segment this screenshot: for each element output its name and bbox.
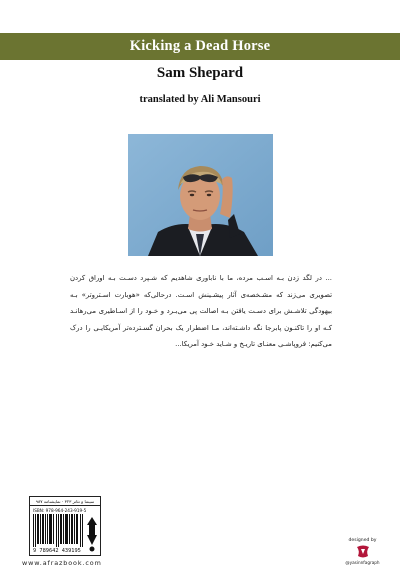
translator-credit: translated by Ali Mansouri <box>139 94 261 105</box>
series-label: سینما و تئاتر ۳۲۳ · نمایشنامه ۹۸۷ <box>30 497 100 506</box>
designer-credit <box>335 538 390 565</box>
barcode-panel <box>29 496 101 556</box>
designer-logo-icon <box>354 544 372 560</box>
book-title: Kicking a Dead Horse <box>129 38 271 54</box>
author-portrait <box>128 134 273 256</box>
designer-label: designed by <box>348 538 377 543</box>
publisher-logo-icon <box>85 515 99 553</box>
barcode-image <box>33 514 83 547</box>
isbn-label: ISBN: 978-964-243-919-5 <box>33 507 87 513</box>
designer-name: @yasinnfagraph <box>345 560 380 565</box>
publisher-website: www.afrazbook.com <box>22 559 102 567</box>
author-name: Sam Shepard <box>156 65 244 81</box>
back-cover-blurb: ... در لگد زدن بـه اسـب مرده، ما با ناباوری شاهدیم که شـپرد دسـت بـه اوراق کردن تصویری می‌زند که مشـخصه‌ی آثار پیشـینش اسـت. درحالی‌که «هوبارت اسـتروتر» بـه بیهودگی تلاشـش برای دسـت یافتن بـه اصالت پی می‌بـرد و خـود را از اسـاطیری می‌رهانـد کـه او را تاکنـون پابرجا نگه داشـته‌اند، مـا اضطرار یک بحران گسـترده‌تر آمریکایـی را درک می‌کنیم: فروپاشـی معنـای تاریـخ و شـاید خـود آمریکا... <box>70 274 332 349</box>
barcode-digits: 9 789642 439195 <box>33 548 81 554</box>
title-band <box>0 33 400 60</box>
